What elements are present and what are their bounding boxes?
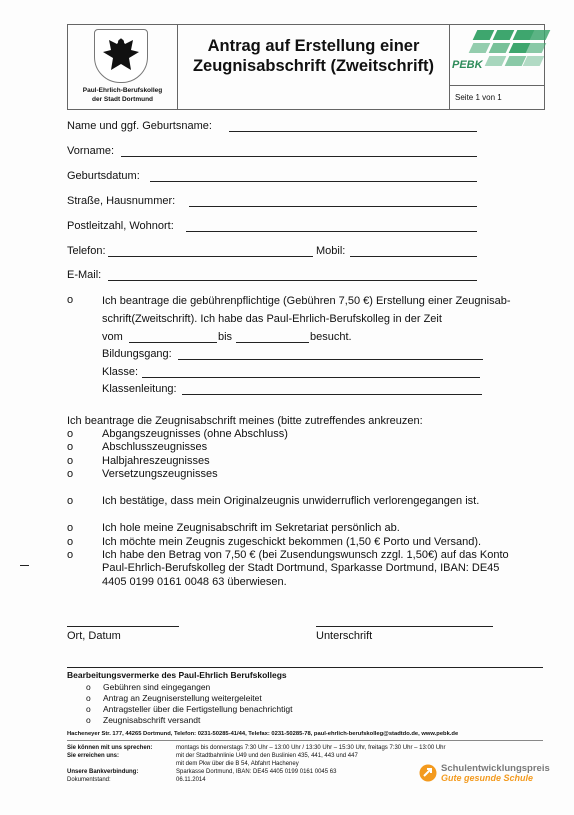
footer-bank-label: Unsere Bankverbindung: — [67, 769, 139, 775]
input-bildungsgang[interactable] — [178, 359, 483, 360]
schulentwicklungspreis-badge — [419, 762, 559, 784]
delivery-checkbox[interactable]: o — [67, 549, 74, 561]
request-text-line2: schrift(Zweitschrift). Ich habe das Paul-Ehrlich-Berufskolleg in der Zeit — [102, 313, 442, 325]
footer-stand-value: 06.11.2014 — [176, 777, 206, 783]
bearbeitung-title: Bearbeitungsvermerke des Paul-Ehrlich Berufskollegs — [67, 670, 287, 680]
bearbeitung-bullet[interactable]: o — [86, 693, 91, 703]
zeugnis-option-label: Halbjahreszeugnisses — [102, 455, 210, 467]
field-input-plz[interactable] — [186, 231, 477, 232]
footer-sprechen-value: montags bis donnerstags 7:30 Uhr – 13:00 Uhr / 13:30 Uhr – 15:30 Uhr, freitags 7:30 Uhr – 13:00 Uhr — [176, 745, 446, 751]
label-bildungsgang: Bildungsgang: — [102, 348, 172, 360]
bearbeitung-item: Antragsteller über die Fertigstellung benachrichtigt — [103, 704, 293, 714]
field-input-geburtsdatum[interactable] — [150, 181, 477, 182]
bearbeitung-bullet[interactable]: o — [86, 715, 91, 725]
delivery-option-label: Ich möchte mein Zeugnis zugeschickt bekommen (1,50 € Porto und Versand). — [102, 536, 482, 548]
input-ort-datum[interactable] — [67, 626, 179, 627]
field-label-vorname: Vorname: — [67, 145, 115, 157]
input-unterschrift[interactable] — [316, 626, 493, 627]
logo-cell — [449, 25, 545, 109]
request-text-line1: Ich beantrage die gebührenpflichtige (Gebühren 7,50 €) Erstellung einer Zeugnisab- — [102, 295, 511, 307]
confirm-text: Ich bestätige, dass mein Originalzeugnis unwiderruflich verlorengegangen ist. — [102, 495, 480, 507]
field-input-strasse[interactable] — [189, 206, 477, 207]
footer-bank-value: Sparkasse Dortmund, IBAN: DE45 4405 0199 0161 0045 63 — [176, 769, 337, 775]
input-klassenleitung[interactable] — [182, 394, 482, 395]
fold-mark — [20, 565, 29, 566]
field-label-geburtsdatum: Geburtsdatum: — [67, 170, 140, 182]
badge-line2: Gute gesunde Schule — [441, 773, 534, 783]
zeugnis-option-checkbox[interactable]: o — [67, 455, 74, 467]
label-unterschrift: Unterschrift — [316, 630, 373, 642]
page-number: Seite 1 von 1 — [455, 93, 502, 102]
bearbeitung-bullet[interactable]: o — [86, 704, 91, 714]
section-divider — [67, 667, 543, 668]
logo-cell-divider — [450, 85, 545, 86]
footer-erreichen-value: mit der Stadtbahnlinie U49 und den Buslinien 435, 441, 443 und 447 — [176, 753, 358, 759]
field-label-name: Name und ggf. Geburtsname: — [67, 120, 212, 132]
zeugnis-option-label: Abschlusszeugnisses — [102, 441, 208, 453]
field-label-telefon: Telefon: — [67, 245, 106, 257]
label-vom: vom — [102, 331, 123, 343]
bearbeitung-item: Antrag an Zeugniserstellung weitergeleitet — [103, 693, 262, 703]
header-table — [67, 24, 545, 110]
footer-divider — [67, 740, 543, 741]
input-bis[interactable] — [236, 342, 309, 343]
delivery-checkbox[interactable]: o — [67, 536, 74, 548]
footer-sprechen-label: Sie können mit uns sprechen: — [67, 745, 153, 751]
school-name-line1: Paul-Ehrlich-Berufskolleg — [82, 87, 163, 94]
request-checkbox[interactable]: o — [67, 294, 74, 306]
zeugnis-option-label: Versetzungszeugnisses — [102, 468, 218, 480]
field-input-name[interactable] — [229, 131, 477, 132]
field-label-strasse: Straße, Hausnummer: — [67, 195, 176, 207]
field-label-plz: Postleitzahl, Wohnort: — [67, 220, 174, 232]
zeugnis-option-checkbox[interactable]: o — [67, 428, 74, 440]
title-line1: Antrag auf Erstellung einer — [207, 37, 420, 55]
zeugnis-option-checkbox[interactable]: o — [67, 441, 74, 453]
field-input-telefon[interactable] — [108, 256, 313, 257]
school-name-line2: der Stadt Dortmund — [91, 96, 154, 103]
delivery-checkbox[interactable]: o — [67, 522, 74, 534]
footer-erreichen-value: mit dem Pkw über die B 54, Abfahrt Hacheney — [176, 761, 299, 767]
dortmund-eagle-crest-icon — [94, 29, 148, 83]
field-input-vorname[interactable] — [121, 156, 477, 157]
title-line2: Zeugnisabschrift (Zweitschrift) — [192, 57, 435, 75]
delivery-option-label: Ich habe den Betrag von 7,50 € (bei Zusendungswunsch zzgl. 1,50€) auf das Konto — [102, 549, 509, 561]
label-bis: bis — [218, 331, 233, 343]
input-klasse[interactable] — [142, 377, 480, 378]
footer-address: Hacheneyer Str. 177, 44265 Dortmund, Telefon: 0231-50285-41/44, Telefax: 0231-50285-78, paul-ehrlich-berufskolleg@stadtdo.de, www.pebk.de — [67, 731, 459, 737]
page-title — [178, 36, 449, 76]
delivery-option-label: Ich hole meine Zeugnisabschrift im Sekretariat persönlich ab. — [102, 522, 400, 534]
zeugnis-option-label: Abgangszeugnisses (ohne Abschluss) — [102, 428, 288, 440]
label-ort-datum: Ort, Datum — [67, 630, 121, 642]
delivery-continuation: 4405 0199 0161 0048 63 überwiesen. — [102, 576, 287, 588]
zeugnis-option-checkbox[interactable]: o — [67, 468, 74, 480]
bearbeitung-bullet[interactable]: o — [86, 682, 91, 692]
input-vom[interactable] — [129, 342, 217, 343]
field-label-mobil: Mobil: — [316, 245, 346, 257]
footer-stand-label: Dokumentstand: — [67, 777, 111, 783]
delivery-continuation: Paul-Ehrlich-Berufskolleg der Stadt Dortmund, Sparkasse Dortmund, IBAN: DE45 — [102, 562, 500, 574]
label-klassenleitung: Klassenleitung: — [102, 383, 177, 395]
label-besucht: besucht. — [310, 331, 352, 343]
school-name — [68, 86, 177, 104]
label-klasse: Klasse: — [102, 366, 139, 378]
field-label-email: E-Mail: — [67, 269, 102, 281]
field-input-email[interactable] — [108, 280, 477, 281]
school-cell — [68, 25, 178, 109]
bearbeitung-item: Zeugnisabschrift versandt — [103, 715, 201, 725]
bearbeitung-item: Gebühren sind eingegangen — [103, 682, 211, 692]
field-input-mobil[interactable] — [350, 256, 477, 257]
confirm-checkbox[interactable]: o — [67, 495, 74, 507]
arrow-badge-icon — [419, 764, 437, 782]
badge-line1: Schulentwicklungspreis — [441, 763, 550, 774]
footer-erreichen-label: Sie erreichen uns: — [67, 753, 120, 759]
logo-text: PEBK — [452, 59, 483, 71]
zeugnis-intro: Ich beantrage die Zeugnisabschrift meines (bitte zutreffendes ankreuzen: — [67, 415, 423, 427]
